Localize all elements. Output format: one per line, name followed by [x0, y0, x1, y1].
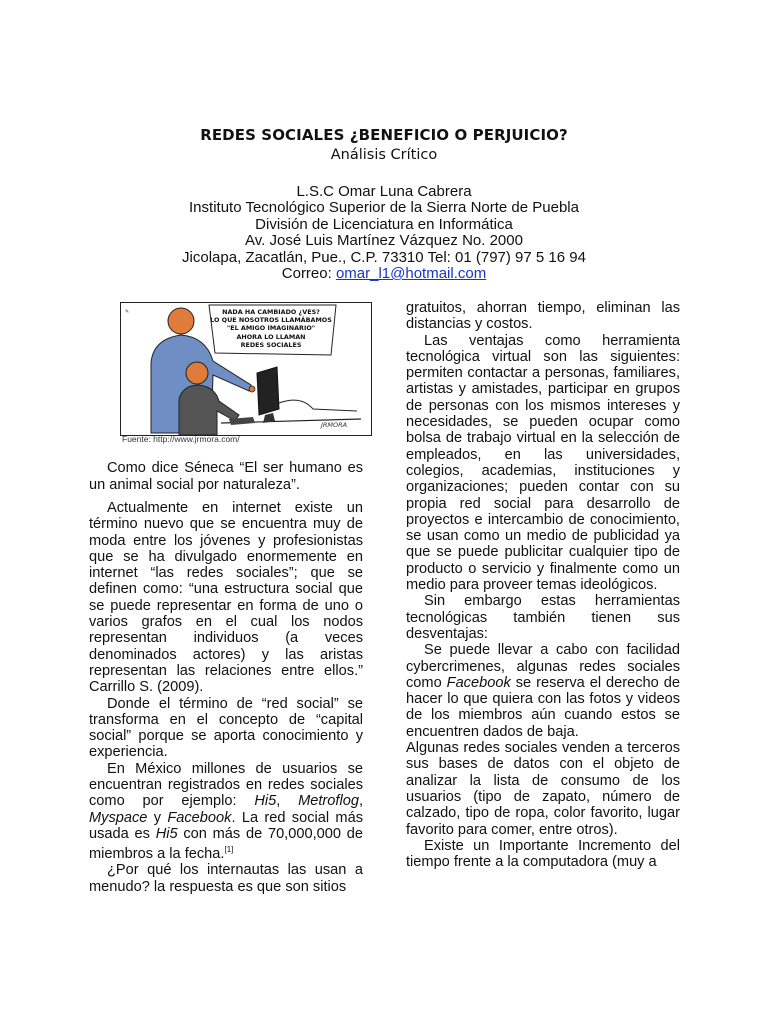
right-paragraph-3	[406, 642, 680, 740]
pointing-hand	[249, 386, 255, 392]
left-paragraph-1: Actualmente en internet existe un término nuevo que se encuentra muy de moda entre los jóvenes y profesionistas que se ha divulgado enormemente en internet “las redes sociales”; que se definen como: “una estructura social que se puede representar en forma de uno o varios grafos en el cual los nodos representan individuos (a veces denominados actores) y las aristas representan las relaciones entre ellos.” Carrillo S. (2009).	[89, 500, 363, 696]
right-p3-text-b: se reserva el derecho de hacer lo que quiera con las fotos y videos de los miembros aún cuando estos se encuentren dados de baja.	[406, 674, 680, 740]
hi5-term: Hi5	[254, 793, 277, 810]
corner-scribble-icon: ✎	[125, 309, 130, 315]
seated-man-body	[179, 385, 239, 435]
left-p3-text-b: . La red social más usada es	[89, 809, 364, 842]
seated-man-head	[186, 362, 208, 384]
hi5-term-2: Hi5	[155, 825, 178, 842]
email-link[interactable]: omar_l1@hotmail.com	[335, 265, 487, 283]
left-p3-sep-1: ,	[276, 793, 299, 810]
myspace-term: Myspace	[89, 809, 148, 826]
left-p3-sep-3: y	[147, 809, 168, 826]
speech-line-1: NADA HA CAMBIADO ¿VES?	[222, 308, 320, 316]
right-p3-text-a: Se puede llevar a cabo con facilidad cybercrimenes, algunas redes sociales como	[406, 642, 680, 691]
author-division: División de Licenciatura en Informática	[255, 215, 513, 233]
metroflog-term: Metroflog	[298, 793, 359, 810]
document-title: REDES SOCIALES ¿BENEFICIO O PERJUICIO?	[200, 126, 568, 144]
author-email-line	[0, 266, 768, 282]
document-subtitle: Análisis Crítico	[330, 147, 438, 163]
speech-line-5: REDES SOCIALES	[240, 341, 302, 349]
author-name: L.S.C Omar Luna Cabrera	[296, 183, 472, 200]
left-column	[89, 460, 363, 895]
figure-caption: Fuente: http://www.jrmora.com/	[122, 434, 240, 444]
left-paragraph-4: ¿Por qué los internautas las usan a menudo? la respuesta es que son sitios	[89, 862, 363, 895]
right-paragraph-4: Algunas redes sociales venden a terceros sus bases de datos con el objeto de analizar la lista de consumo de los usuarios (tipo de zapato, número de calzado, tipo de ropa, color favorito, lugar favorito para comer, entre otros).	[406, 740, 680, 838]
author-city: Jicolapa, Zacatlán, Pue., C.P. 73310 Tel: 01 (797) 97 5 16 94	[182, 248, 586, 266]
author-block	[0, 184, 768, 282]
left-paragraph-2: Donde el término de “red social” se transforma en el concepto de “capital social” porque se aporta conocimiento y experiencia.	[89, 695, 363, 761]
left-paragraph-3	[89, 761, 363, 863]
tall-man-head	[168, 308, 194, 334]
right-column	[406, 300, 680, 870]
author-institute: Instituto Tecnológico Superior de la Sierra Norte de Puebla	[189, 199, 579, 217]
left-p3-text-c: con más de 70,000,000 de miembros a la fecha.	[89, 825, 363, 863]
right-paragraph-5: Existe un Importante Incremento del tiempo frente a la computadora (muy a	[406, 837, 680, 871]
email-label: Correo:	[281, 265, 336, 283]
facebook-term-right: Facebook	[446, 674, 511, 691]
cartoon-illustration	[120, 302, 372, 436]
cartoon-drawing	[121, 303, 371, 435]
right-paragraph-1: Las ventajas como herramienta tecnológica virtual son las siguientes: permiten contactar a personas, familiares, artistas y amistades, participar en grupos de personas con los mismos intereses y necesidades, se pueden ocupar como bolsa de trabajo virtual en la selección de empleados, en las universidades, colegios, academias, instituciones y organizaciones; pueden contar con su propia red social para desarrollo de proyectos e intercambio de conocimiento, se usan como un medio de publicidad ya que se puede publicitar cualquier tipo de producto o servicio y finalmente como un medio para proveer temas ideológicos.	[406, 332, 680, 594]
author-address: Av. José Luis Martínez Vázquez No. 2000	[245, 232, 523, 250]
left-paragraph-intro: Como dice Séneca “El ser humano es un animal social por naturaleza”.	[89, 460, 363, 493]
right-paragraph-2: Sin embargo estas herramientas tecnológicas también tienen sus desventajas:	[406, 593, 680, 642]
monitor-icon	[257, 367, 279, 415]
right-paragraph-0: gratuitos, ahorran tiempo, eliminan las distancias y costos.	[406, 300, 680, 333]
reference-marker[interactable]: [1]	[224, 845, 234, 855]
artist-signature: JRMORA	[321, 421, 348, 429]
cable-line	[279, 400, 357, 411]
speech-line-4: AHORA LO LLAMAN	[236, 333, 306, 341]
left-p3-sep-2: ,	[358, 793, 364, 810]
left-p3-text-a: En México millones de usuarios se encuentran registrados en redes sociales como por ejemplo:	[89, 760, 363, 810]
speech-line-2: LO QUE NOSOTROS LLAMÁBAMOS	[210, 316, 332, 324]
speech-line-3: "EL AMIGO IMAGINARIO"	[226, 324, 316, 332]
facebook-term: Facebook	[167, 809, 232, 826]
